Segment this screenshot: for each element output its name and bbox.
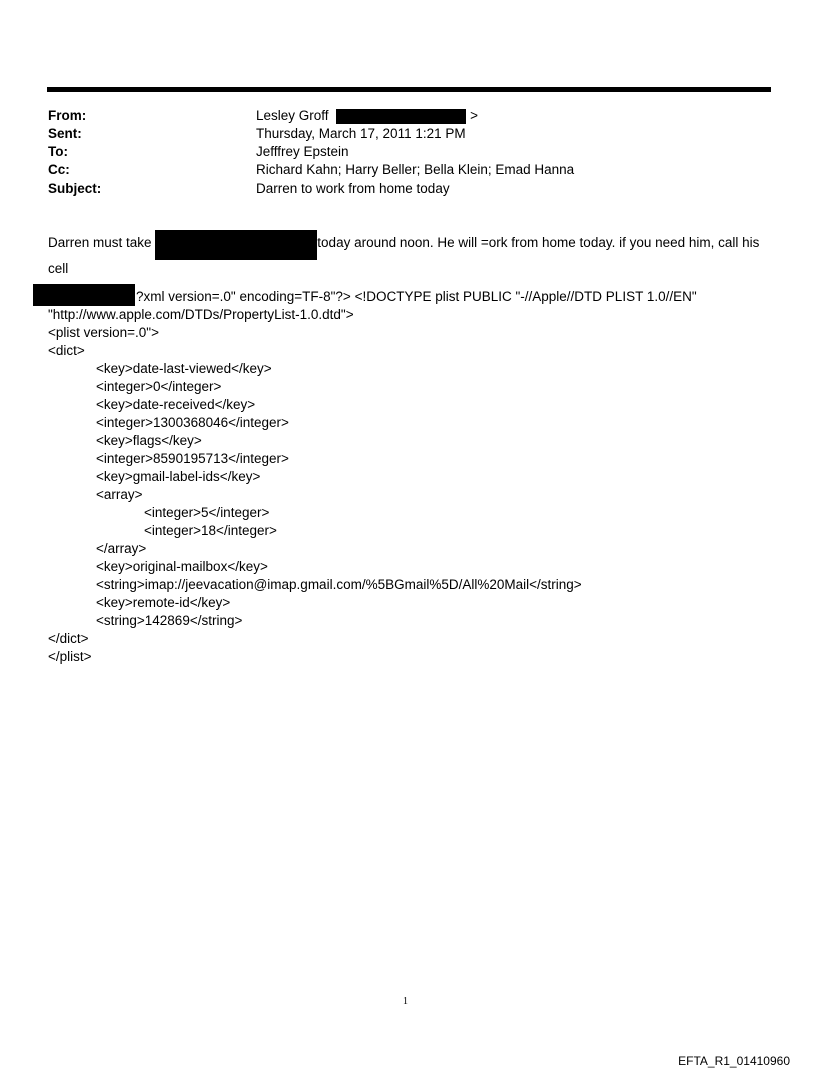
- to-value: Jefffrey Epstein: [256, 144, 349, 159]
- redaction-block: [155, 230, 317, 260]
- plist-line: <key>flags</key>: [96, 433, 202, 448]
- plist-line: <integer>5</integer>: [144, 505, 270, 520]
- sent-value: Thursday, March 17, 2011 1:21 PM: [256, 126, 466, 141]
- message-body: [48, 234, 778, 278]
- plist-line: <key>date-received</key>: [96, 397, 256, 412]
- plist-line: "http://www.apple.com/DTDs/PropertyList-1.0.dtd">: [48, 307, 354, 322]
- plist-line: <array>: [96, 487, 143, 502]
- sent-label: Sent:: [48, 126, 82, 141]
- plist-line: <integer>1300368046</integer>: [96, 415, 289, 430]
- plist-line: </plist>: [48, 649, 92, 664]
- redaction-block: [336, 109, 466, 124]
- plist-line: <integer>18</integer>: [144, 523, 277, 538]
- plist-line: <string>142869</string>: [96, 613, 243, 628]
- plist-line: <plist version=.0">: [48, 325, 159, 340]
- plist-line: <string>imap://jeevacation@imap.gmail.com/%5BGmail%5D/All%20Mail</string>: [96, 577, 582, 592]
- message-part-2: today around noon. He will =ork from home today. if you need him, call his cell: [48, 235, 760, 276]
- cc-value: Richard Kahn; Harry Beller; Bella Klein; Emad Hanna: [256, 162, 575, 177]
- message-part-1: Darren must take: [48, 235, 156, 250]
- header-divider: [47, 87, 771, 92]
- page-number: 1: [403, 996, 408, 1007]
- redaction-block: [33, 284, 135, 306]
- plist-line: <integer>8590195713</integer>: [96, 451, 289, 466]
- from-name: Lesley Groff: [256, 108, 329, 123]
- from-label: From:: [48, 108, 87, 123]
- from-value: [256, 107, 478, 125]
- plist-line: ?xml version=.0" encoding=TF-8"?> <!DOCTYPE plist PUBLIC "-//Apple//DTD PLIST 1.0//EN": [136, 289, 697, 304]
- plist-line: <key>original-mailbox</key>: [96, 559, 268, 574]
- subject-value: Darren to work from home today: [256, 181, 450, 196]
- plist-line: <key>date-last-viewed</key>: [96, 361, 272, 376]
- to-label: To:: [48, 144, 68, 159]
- plist-line: <key>remote-id</key>: [96, 595, 231, 610]
- document-id: EFTA_R1_01410960: [678, 1054, 790, 1068]
- plist-line: <integer>0</integer>: [96, 379, 222, 394]
- cc-label: Cc:: [48, 162, 70, 177]
- plist-line: </dict>: [48, 631, 89, 646]
- plist-line: <dict>: [48, 343, 85, 358]
- from-suffix: >: [470, 108, 478, 123]
- plist-line: <key>gmail-label-ids</key>: [96, 469, 261, 484]
- subject-label: Subject:: [48, 181, 102, 196]
- plist-line: </array>: [96, 541, 147, 556]
